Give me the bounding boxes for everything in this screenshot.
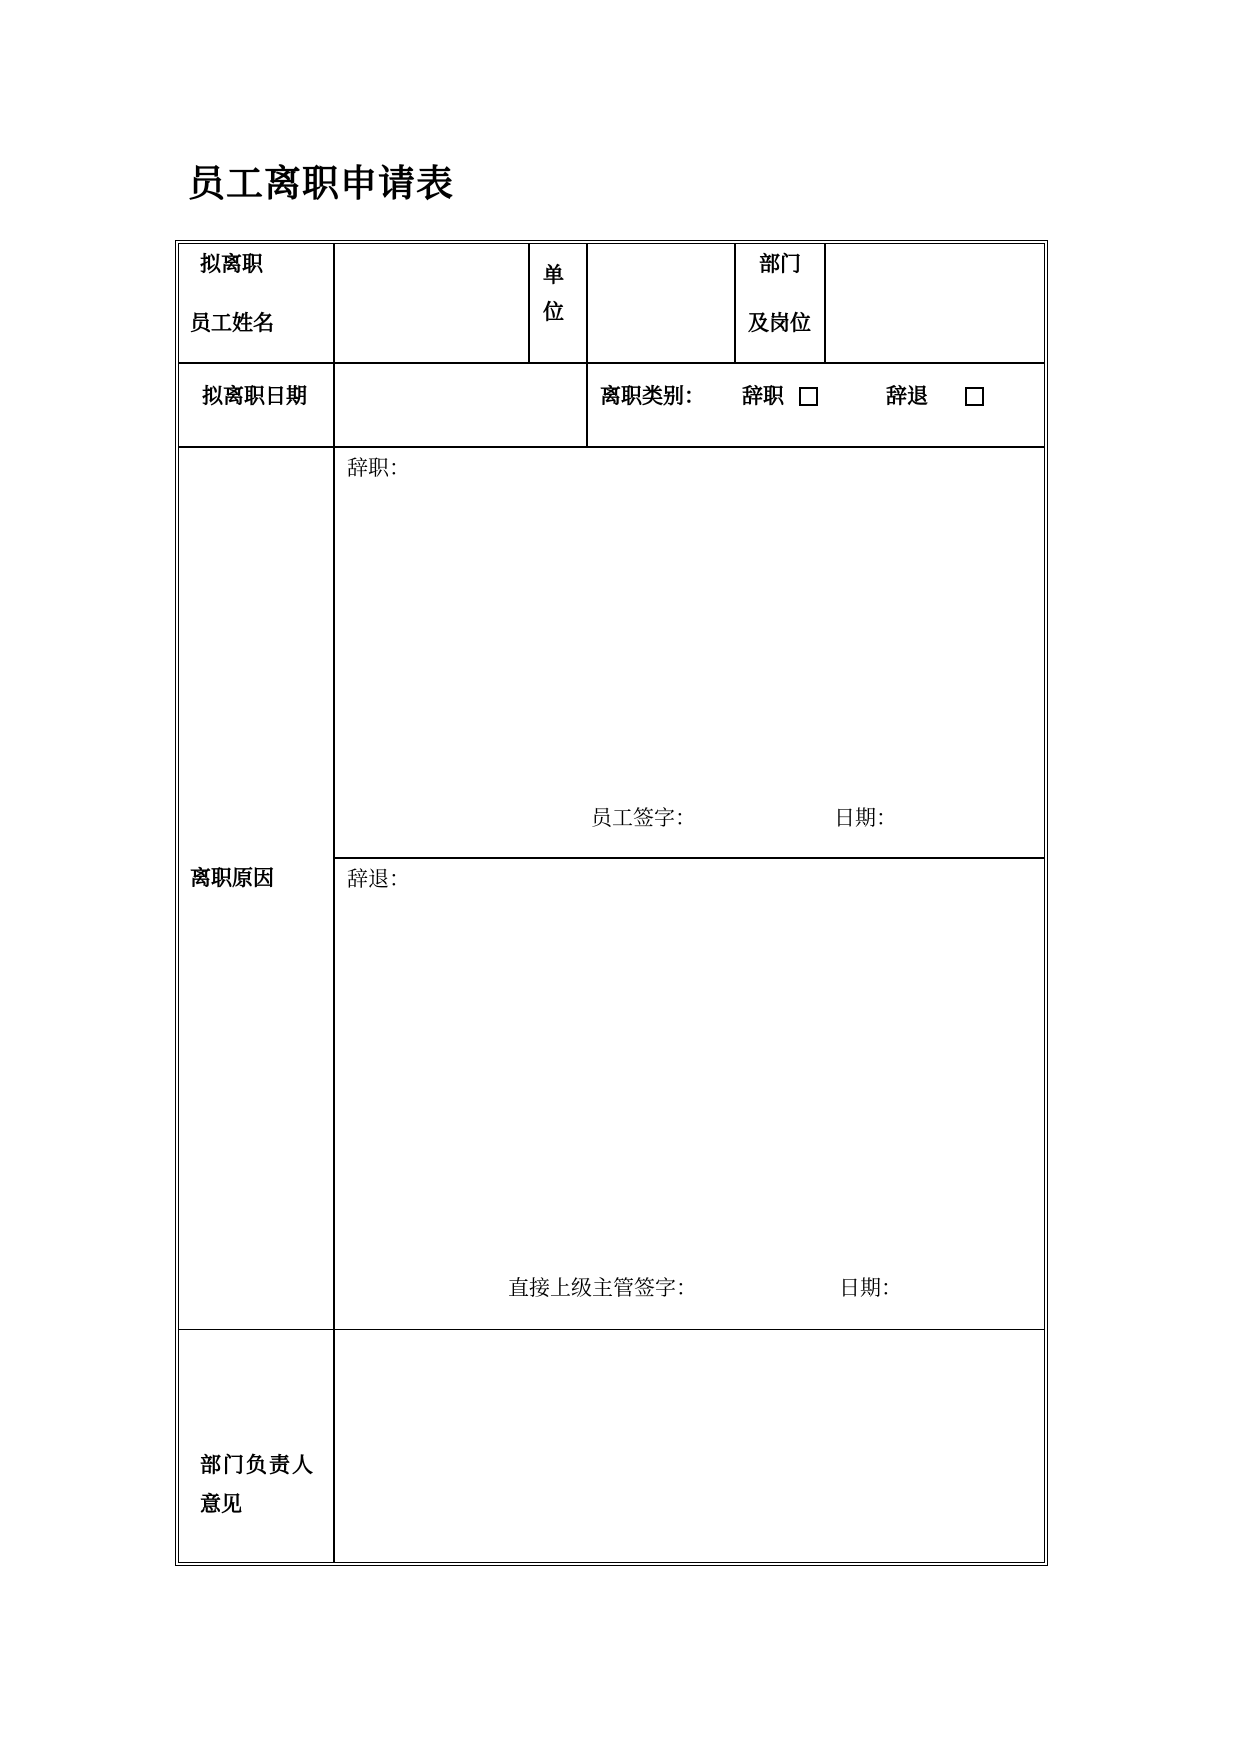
unit-label-2: 位 (543, 300, 564, 324)
dept-head-opinion-label: 部门负责人 (200, 1453, 315, 1477)
label-column-divider (333, 243, 335, 1563)
dept-position-field[interactable] (827, 245, 1043, 361)
dept-position-label-2: 及岗位 (748, 311, 811, 335)
supervisor-sign-date-label: 日期： (839, 1276, 902, 1300)
employee-name-field[interactable] (336, 245, 526, 361)
unit-field-divider (734, 243, 736, 363)
row1-bottom-line (178, 362, 1045, 364)
unit-label: 单 (543, 263, 564, 287)
dismiss-reason-field[interactable] (336, 900, 1043, 1260)
dept-label-divider (824, 243, 826, 363)
leave-date-label: 拟离职日期 (202, 384, 307, 408)
name-field-divider (528, 243, 530, 363)
supervisor-signature-label: 直接上级主管签字： (508, 1276, 697, 1300)
employee-signature-label: 员工签字： (591, 806, 696, 830)
employee-name-label-2: 员工姓名 (190, 311, 274, 335)
dept-head-opinion-label-2: 意见 (200, 1492, 242, 1516)
leave-date-field[interactable] (336, 365, 584, 445)
resign-section-bottom-line (334, 857, 1045, 859)
resign-reason-field[interactable] (336, 490, 1043, 790)
page-title: 员工离职申请表 (188, 162, 454, 205)
unit-field[interactable] (590, 245, 732, 361)
dept-position-label: 部门 (759, 252, 801, 276)
resign-reason-label: 辞职： (347, 456, 410, 480)
resign-checkbox[interactable] (799, 387, 818, 406)
leave-type-label: 离职类别： (600, 384, 705, 408)
dismiss-checkbox[interactable] (965, 387, 984, 406)
reason-row-bottom-line (178, 1329, 1045, 1330)
option-dismiss-label: 辞退 (886, 384, 928, 408)
row2-bottom-line (178, 446, 1045, 448)
employee-sign-date-label: 日期： (834, 806, 897, 830)
unit-label-divider (586, 243, 588, 447)
dismiss-reason-label: 辞退： (347, 867, 410, 891)
employee-name-label: 拟离职 (200, 252, 263, 276)
option-resign-label: 辞职 (742, 384, 784, 408)
leave-reason-label: 离职原因 (190, 866, 274, 890)
dept-head-opinion-field[interactable] (336, 1332, 1043, 1560)
